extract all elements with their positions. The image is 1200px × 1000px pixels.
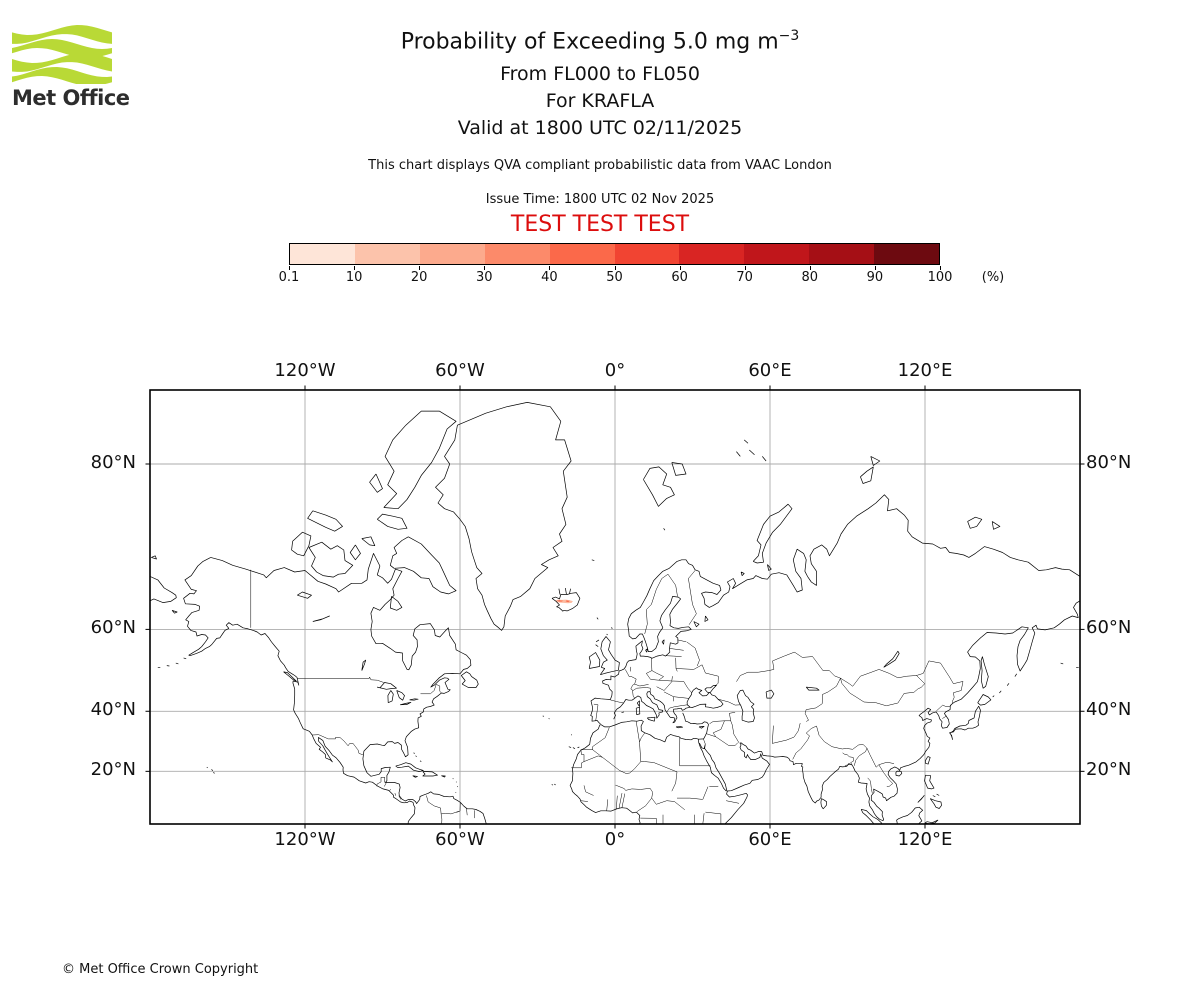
coastline bbox=[211, 553, 487, 824]
colorbar-tick-label: 80 bbox=[801, 270, 819, 285]
coastline bbox=[284, 672, 297, 681]
coastline bbox=[176, 663, 179, 664]
country-border bbox=[674, 697, 689, 699]
country-border bbox=[584, 785, 594, 795]
coastline bbox=[993, 696, 995, 697]
country-border bbox=[678, 640, 686, 642]
coastline bbox=[578, 747, 580, 748]
colorbar-tick-label: 50 bbox=[606, 270, 623, 285]
coastline bbox=[413, 776, 418, 778]
coastline bbox=[737, 690, 754, 722]
chart-description: This chart displays QVA compliant probabilistic data from VAAC London bbox=[368, 158, 832, 173]
coastline bbox=[420, 761, 421, 762]
coastline bbox=[570, 720, 726, 824]
latitude-label-left: 40°N bbox=[90, 699, 136, 721]
title-superscript: −3 bbox=[778, 28, 800, 44]
coastline bbox=[736, 452, 740, 457]
coastline bbox=[596, 640, 599, 642]
coastline bbox=[461, 672, 478, 688]
met-office-logo-text: Met Office bbox=[12, 86, 130, 110]
subtitle-volcano: For KRAFLA bbox=[545, 90, 655, 112]
coastline bbox=[925, 775, 935, 789]
country-border bbox=[677, 798, 703, 799]
country-border bbox=[636, 722, 639, 742]
coastline bbox=[699, 726, 704, 728]
coastline bbox=[597, 618, 598, 620]
country-border bbox=[942, 716, 946, 719]
coastline bbox=[453, 778, 454, 779]
colorbar-segment bbox=[615, 244, 680, 264]
country-border bbox=[703, 739, 705, 744]
latitude-label-right: 80°N bbox=[1086, 451, 1132, 473]
coastline bbox=[423, 772, 438, 776]
coastline bbox=[212, 769, 213, 770]
coastline bbox=[570, 589, 571, 594]
coastline bbox=[705, 616, 708, 622]
country-border bbox=[676, 658, 678, 672]
country-border bbox=[772, 723, 800, 743]
subtitle-flight-levels: From FL000 to FL050 bbox=[500, 63, 700, 85]
country-border bbox=[854, 748, 867, 766]
probability-colorbar bbox=[289, 243, 940, 265]
country-border bbox=[688, 571, 696, 625]
coastline bbox=[563, 611, 564, 612]
coastline bbox=[589, 653, 600, 669]
colorbar-tick-label: 30 bbox=[476, 270, 493, 285]
colorbar-segment bbox=[355, 244, 420, 264]
country-border bbox=[652, 798, 685, 810]
country-border bbox=[772, 726, 773, 744]
coastline bbox=[384, 411, 456, 509]
coastline bbox=[600, 637, 619, 675]
longitude-label-bottom: 120°E bbox=[897, 829, 953, 850]
coastline bbox=[930, 799, 941, 809]
country-border bbox=[384, 783, 386, 787]
colorbar-tick-label: 70 bbox=[736, 270, 753, 285]
country-border bbox=[707, 721, 725, 737]
coastline bbox=[884, 651, 900, 667]
country-border bbox=[705, 812, 721, 814]
coastline bbox=[762, 456, 766, 461]
coastline bbox=[744, 440, 748, 443]
coastline bbox=[683, 713, 709, 739]
country-border bbox=[369, 677, 384, 683]
country-border bbox=[817, 726, 867, 749]
coastline bbox=[552, 785, 553, 786]
coastline bbox=[184, 658, 187, 659]
country-border bbox=[426, 796, 442, 825]
coastline bbox=[896, 771, 902, 776]
coastline bbox=[400, 702, 411, 705]
coastline bbox=[664, 528, 665, 530]
country-border bbox=[593, 750, 641, 774]
coastline bbox=[861, 809, 882, 824]
coastline bbox=[396, 763, 424, 772]
country-border bbox=[581, 801, 588, 802]
country-border bbox=[377, 777, 385, 786]
country-border bbox=[843, 753, 854, 766]
coastline bbox=[436, 402, 572, 630]
coastline bbox=[1007, 683, 1009, 685]
country-border bbox=[670, 648, 684, 650]
country-border bbox=[584, 756, 603, 762]
coastline bbox=[456, 792, 457, 793]
coastline bbox=[694, 622, 699, 627]
longitude-label-bottom: 60°W bbox=[435, 829, 485, 850]
coastline bbox=[925, 820, 938, 824]
country-border bbox=[709, 786, 718, 787]
country-border bbox=[635, 684, 649, 686]
coastline bbox=[377, 514, 407, 529]
coastline bbox=[821, 799, 827, 809]
coastline bbox=[968, 517, 982, 528]
coastline bbox=[172, 610, 177, 613]
copyright-notice: © Met Office Crown Copyright bbox=[62, 962, 259, 977]
world-map bbox=[150, 390, 1080, 824]
latitude-label-left: 60°N bbox=[90, 617, 136, 639]
country-border bbox=[879, 765, 893, 787]
coastline bbox=[662, 640, 664, 644]
country-border bbox=[619, 793, 622, 808]
country-border bbox=[664, 692, 674, 701]
issue-time: Issue Time: 1800 UTC 02 Nov 2025 bbox=[485, 192, 715, 207]
country-border bbox=[674, 656, 682, 657]
coastline bbox=[308, 511, 343, 531]
country-border bbox=[640, 742, 678, 772]
country-border bbox=[637, 798, 652, 812]
longitude-label-bottom: 60°E bbox=[748, 829, 792, 850]
colorbar-segment bbox=[420, 244, 485, 264]
country-border bbox=[622, 794, 625, 808]
latitude-label-right: 60°N bbox=[1086, 617, 1132, 639]
coastline bbox=[925, 757, 930, 765]
longitude-label-top: 60°E bbox=[748, 360, 792, 381]
coastline bbox=[414, 753, 415, 754]
colorbar-segment bbox=[874, 244, 939, 264]
country-border bbox=[646, 671, 663, 681]
country-border bbox=[625, 669, 636, 684]
country-border bbox=[676, 665, 718, 686]
coastline bbox=[313, 616, 330, 622]
country-border bbox=[726, 801, 739, 804]
coastline bbox=[150, 576, 176, 602]
coastline bbox=[213, 772, 214, 773]
coastline bbox=[933, 796, 936, 797]
coastline bbox=[725, 601, 1080, 824]
country-border bbox=[868, 778, 873, 793]
coastline bbox=[643, 467, 674, 507]
country-border bbox=[672, 772, 677, 791]
country-border bbox=[616, 796, 617, 809]
longitude-label-top: 120°E bbox=[897, 360, 953, 381]
coastline bbox=[573, 748, 575, 749]
coastline bbox=[456, 782, 457, 783]
coastline bbox=[647, 717, 655, 721]
country-border bbox=[395, 793, 396, 796]
coastline bbox=[559, 589, 560, 595]
coastline bbox=[806, 687, 819, 690]
coastline bbox=[749, 450, 754, 455]
test-banner: TEST TEST TEST bbox=[510, 212, 690, 237]
longitude-label-top: 0° bbox=[604, 360, 626, 381]
colorbar-segment bbox=[809, 244, 874, 264]
latitude-label-left: 80°N bbox=[90, 451, 136, 473]
coastline bbox=[700, 743, 727, 791]
country-border bbox=[672, 681, 691, 693]
country-border bbox=[467, 809, 468, 816]
country-border bbox=[610, 700, 623, 703]
coastline bbox=[607, 634, 608, 635]
coastline bbox=[569, 747, 571, 748]
colorbar-tick-label: 60 bbox=[671, 270, 688, 285]
country-border bbox=[441, 811, 459, 814]
coastline bbox=[753, 504, 792, 563]
coastline bbox=[184, 557, 415, 824]
country-border bbox=[657, 681, 673, 691]
map-canvas bbox=[138, 378, 1092, 836]
coastline bbox=[390, 537, 456, 594]
coastline bbox=[918, 796, 924, 803]
coastline bbox=[390, 596, 402, 610]
coastline bbox=[397, 691, 405, 701]
longitude-label-top: 60°W bbox=[435, 360, 485, 381]
country-border bbox=[687, 642, 700, 666]
coastline bbox=[637, 701, 639, 707]
country-border bbox=[703, 787, 708, 800]
country-border bbox=[716, 737, 738, 746]
longitude-label-top: 120°W bbox=[274, 360, 336, 381]
coastline bbox=[981, 657, 988, 689]
longitude-label-bottom: 120°W bbox=[274, 829, 336, 850]
colorbar-unit-label: (%) bbox=[981, 270, 1005, 285]
country-border bbox=[841, 669, 925, 705]
coastline bbox=[207, 767, 208, 768]
colorbar-segment bbox=[744, 244, 809, 264]
country-border bbox=[312, 735, 363, 755]
country-border bbox=[793, 726, 817, 759]
map-content bbox=[150, 390, 1080, 824]
subtitle-valid-time: Valid at 1800 UTC 02/11/2025 bbox=[457, 117, 743, 139]
country-border bbox=[867, 748, 894, 767]
coastline bbox=[362, 660, 366, 671]
coastline bbox=[897, 807, 923, 824]
coastline bbox=[937, 794, 940, 795]
colorbar-tick-label: 40 bbox=[541, 270, 558, 285]
coastline bbox=[614, 685, 723, 723]
country-border bbox=[668, 574, 678, 596]
colorbar-tick-label: 0.1 bbox=[278, 270, 300, 285]
longitude-label-bottom: 0° bbox=[604, 829, 626, 850]
coastline bbox=[554, 784, 555, 785]
coastline bbox=[646, 649, 648, 652]
coastline bbox=[297, 592, 311, 598]
latitude-label-right: 20°N bbox=[1086, 759, 1132, 781]
country-border bbox=[631, 684, 635, 698]
coastline bbox=[767, 565, 771, 571]
country-border bbox=[390, 789, 392, 790]
page-title: Probability of Exceeding 5.0 mg $m^{-3}$ bbox=[400, 28, 800, 55]
country-border bbox=[593, 728, 610, 747]
coastline bbox=[362, 537, 375, 546]
colorbar-segment bbox=[290, 244, 355, 264]
colorbar-tick-label: 20 bbox=[410, 270, 428, 285]
coastline bbox=[592, 560, 595, 561]
country-border bbox=[736, 652, 840, 682]
latitude-label-right: 40°N bbox=[1086, 699, 1132, 721]
coastline bbox=[441, 776, 445, 777]
coastline bbox=[612, 627, 613, 629]
coastline bbox=[350, 545, 360, 560]
coastline bbox=[622, 712, 625, 713]
country-border bbox=[640, 733, 645, 742]
country-border bbox=[421, 684, 442, 693]
country-border bbox=[805, 678, 840, 721]
colorbar-segment bbox=[550, 244, 615, 264]
colorbar-tick-label: 100 bbox=[927, 270, 953, 285]
latitude-label-left: 20°N bbox=[90, 759, 136, 781]
coastline bbox=[370, 474, 383, 492]
colorbar-segment bbox=[679, 244, 744, 264]
country-border bbox=[651, 658, 652, 670]
coastline bbox=[292, 532, 311, 556]
coastline bbox=[860, 467, 873, 484]
country-border bbox=[645, 574, 668, 634]
coastline bbox=[978, 695, 991, 706]
coastline bbox=[741, 572, 744, 576]
coastline bbox=[596, 645, 599, 647]
country-border bbox=[607, 799, 608, 810]
colorbar-tick-label: 90 bbox=[866, 270, 884, 285]
country-border bbox=[594, 704, 598, 720]
coastline bbox=[377, 683, 396, 690]
country-border bbox=[633, 688, 650, 692]
coastline bbox=[1061, 663, 1064, 664]
colorbar-tick-label: 10 bbox=[345, 270, 363, 285]
coastline bbox=[1015, 674, 1017, 677]
coastline bbox=[388, 691, 393, 703]
country-border bbox=[731, 721, 739, 743]
coastline bbox=[410, 699, 419, 700]
coastline bbox=[992, 521, 1000, 529]
coastline bbox=[676, 727, 683, 728]
coastline bbox=[565, 588, 566, 594]
coastline bbox=[151, 556, 156, 559]
country-border bbox=[616, 785, 653, 798]
country-border bbox=[703, 813, 704, 824]
coastline bbox=[999, 691, 1001, 693]
coastline bbox=[416, 756, 417, 757]
coastline bbox=[309, 542, 353, 577]
colorbar-segment bbox=[485, 244, 550, 264]
